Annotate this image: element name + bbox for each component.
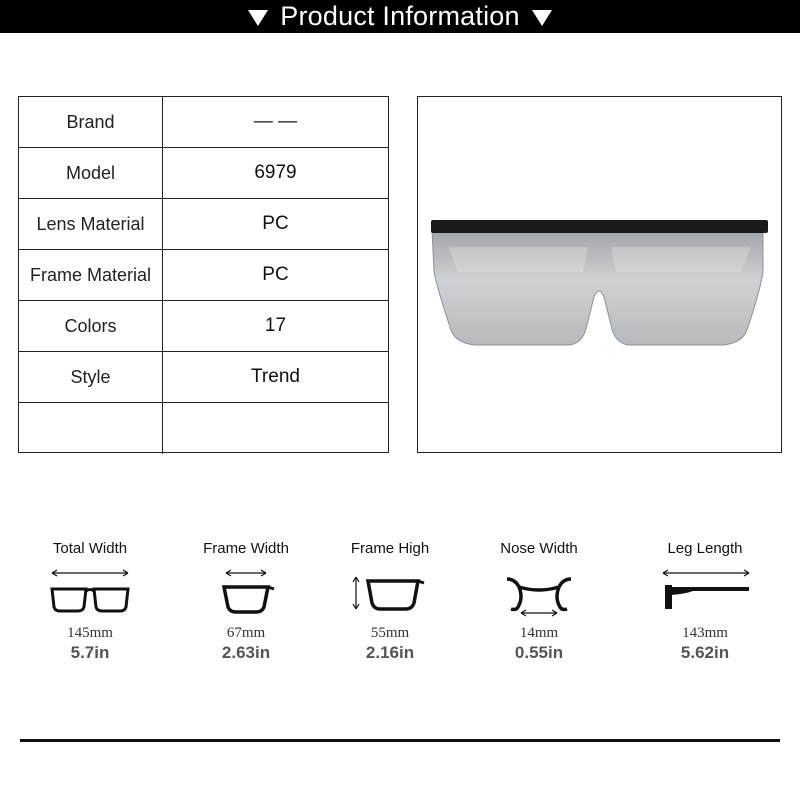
- measure-mm: 55mm: [370, 625, 410, 641]
- frame-height-icon: [348, 567, 432, 617]
- spec-label: Brand: [19, 97, 163, 147]
- spec-label: Model: [19, 148, 163, 198]
- spec-row-style: [19, 352, 388, 403]
- measure-mm: 67mm: [226, 625, 266, 641]
- measure-inch: 2.63in: [221, 643, 271, 662]
- spec-value: [163, 403, 388, 454]
- spec-value: 17: [264, 315, 287, 336]
- measure-label: Frame Width: [203, 540, 289, 557]
- sunglasses-image: [418, 97, 781, 452]
- spec-row-brand: [19, 97, 388, 148]
- spec-label: Lens Material: [19, 199, 163, 249]
- spec-row-lens-material: [19, 199, 388, 250]
- spec-value: PC: [262, 213, 289, 234]
- spec-table: [18, 96, 389, 453]
- spec-row-colors: [19, 301, 388, 352]
- down-triangle-icon: [248, 10, 268, 26]
- spec-label: [19, 403, 163, 454]
- spec-value: 6979: [254, 162, 297, 183]
- spec-row-frame-material: [19, 250, 388, 301]
- measure-label: Frame High: [350, 540, 430, 557]
- nose-width-icon: [497, 567, 581, 617]
- total-width-icon: [48, 567, 132, 617]
- spec-label: Colors: [19, 301, 163, 351]
- leg-length-icon: [657, 567, 753, 617]
- measure-inch: 0.55in: [514, 643, 564, 662]
- header-banner: [0, 0, 800, 33]
- measure-inch: 2.16in: [365, 643, 415, 662]
- spec-label: Frame Material: [19, 250, 163, 300]
- down-triangle-icon: [532, 10, 552, 26]
- measure-mm: 143mm: [682, 625, 728, 641]
- spec-value: Trend: [251, 366, 300, 387]
- measure-inch: 5.62in: [680, 643, 730, 662]
- product-image-panel: [417, 96, 782, 453]
- measure-inch: 5.7in: [70, 643, 110, 662]
- measure-label: Leg Length: [667, 540, 743, 557]
- spec-value: PC: [262, 264, 289, 285]
- spec-label: Style: [19, 352, 163, 402]
- measure-mm: 14mm: [519, 625, 559, 641]
- bottom-divider: [20, 739, 780, 742]
- measure-label: Nose Width: [500, 540, 578, 557]
- measure-nose-width: [489, 540, 589, 663]
- spec-value: — —: [253, 111, 298, 132]
- measure-label: Total Width: [52, 540, 128, 557]
- spec-row-empty: [19, 403, 388, 454]
- header-title: Product Information: [280, 1, 520, 31]
- measure-leg-length: [655, 540, 755, 663]
- measure-mm: 145mm: [67, 625, 113, 641]
- frame-width-icon: [204, 567, 288, 617]
- spec-row-model: [19, 148, 388, 199]
- measure-frame-high: [340, 540, 440, 663]
- measure-frame-width: [196, 540, 296, 663]
- measure-total-width: [40, 540, 140, 663]
